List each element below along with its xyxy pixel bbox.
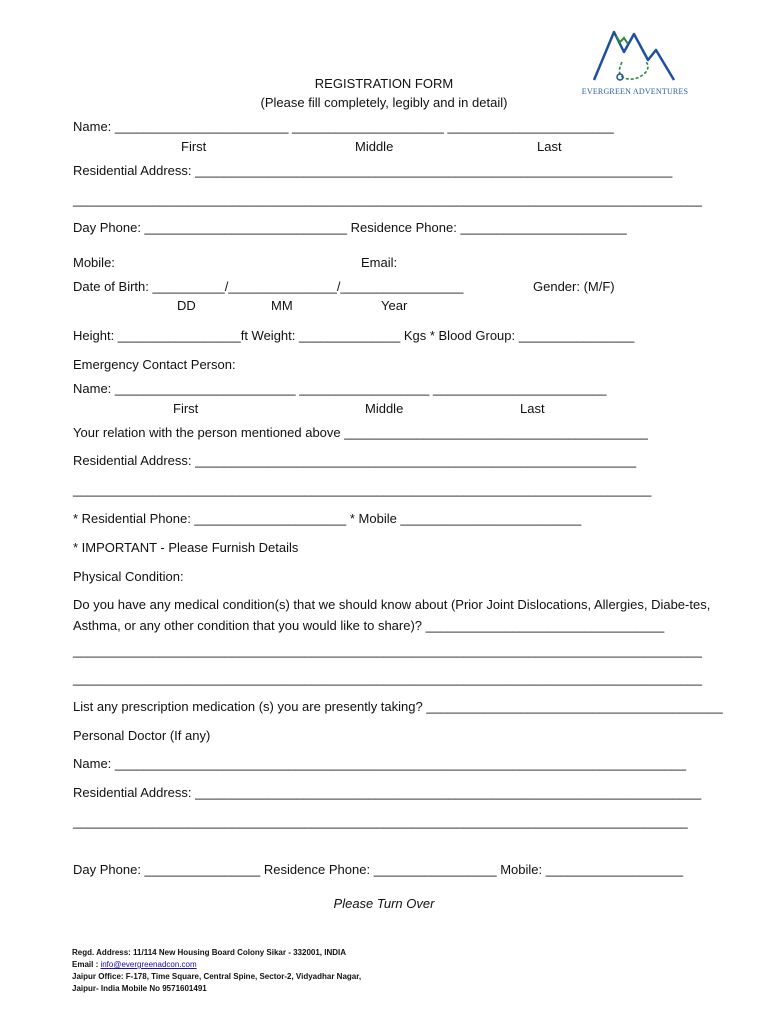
gender-label[interactable]: Gender: (M/F) xyxy=(533,279,615,294)
emergency-contact-label: Emergency Contact Person: xyxy=(73,357,236,372)
please-turn-over: Please Turn Over xyxy=(333,896,435,911)
footer-jaipur-mobile: Jaipur- India Mobile No 9571601491 xyxy=(72,984,207,993)
footer-email-label: Email : xyxy=(72,960,101,969)
emergency-first-label: First xyxy=(173,401,199,416)
important-label: * IMPORTANT - Please Furnish Details xyxy=(73,540,299,555)
doctor-phone-line[interactable]: Day Phone: ________________ Residence Phone: _________________ Mobile: ___________________ xyxy=(73,862,684,877)
medication-line[interactable]: List any prescription medication (s) you are presently taking? _________________________________________ xyxy=(73,699,723,714)
emergency-address-line-2[interactable]: ________________________________________________________________________________ xyxy=(73,482,652,497)
height-weight-blood-line[interactable]: Height: _________________ft Weight: ______________ Kgs * Blood Group: ________________ xyxy=(73,328,635,343)
residential-address-line-2[interactable]: _______________________________________________________________________________________ xyxy=(73,192,703,207)
residential-phone-line[interactable]: * Residential Phone: _____________________ * Mobile _________________________ xyxy=(73,511,582,526)
mm-label: MM xyxy=(271,298,293,313)
logo-name: EVERGREEN ADVENTURES xyxy=(581,87,689,96)
personal-doctor-label: Personal Doctor (If any) xyxy=(73,728,211,743)
emergency-middle-label: Middle xyxy=(365,401,404,416)
name-line[interactable]: Name: ________________________ _____________________ _______________________ xyxy=(73,119,614,134)
emergency-address-line[interactable]: Residential Address: _____________________________________________________________ xyxy=(73,453,637,468)
relation-line[interactable]: Your relation with the person mentioned above __________________________________________ xyxy=(73,425,648,440)
email-label[interactable]: Email: xyxy=(361,255,398,270)
medical-blank-line-1[interactable]: _______________________________________________________________________________________ xyxy=(73,643,703,658)
residential-address-line[interactable]: Residential Address: __________________________________________________________________ xyxy=(73,163,673,178)
medical-question-line-1: Do you have any medical condition(s) that we should know about (Prior Joint Dislocations, Allergies, Diabe-tes, xyxy=(73,597,711,612)
last-label: Last xyxy=(537,139,562,154)
mobile-label[interactable]: Mobile: xyxy=(73,255,115,270)
day-phone-line[interactable]: Day Phone: ____________________________ Residence Phone: _______________________ xyxy=(73,220,627,235)
footer-jaipur-office: Jaipur Office: F-178, Time Square, Central Spine, Sector-2, Vidyadhar Nagar, xyxy=(72,972,362,981)
footer-email-link[interactable]: info@evergreenadcon.com xyxy=(100,960,197,969)
first-label: First xyxy=(181,139,207,154)
footer-email-row xyxy=(72,959,197,971)
form-subtitle: (Please fill completely, legibly and in detail) xyxy=(260,95,508,110)
middle-label: Middle xyxy=(355,139,394,154)
dd-label: DD xyxy=(177,298,196,313)
year-label: Year xyxy=(381,298,408,313)
footer-registered-address: Regd. Address: 11/114 New Housing Board Colony Sikar - 332001, INDIA xyxy=(72,948,347,957)
doctor-address-line-2[interactable]: _____________________________________________________________________________________ xyxy=(73,814,688,829)
medical-blank-line-2[interactable]: _______________________________________________________________________________________ xyxy=(73,671,703,686)
emergency-last-label: Last xyxy=(520,401,545,416)
doctor-address-line[interactable]: Residential Address: ______________________________________________________________________ xyxy=(73,785,702,800)
emergency-name-line[interactable]: Name: _________________________ __________________ ________________________ xyxy=(73,381,607,396)
form-title: REGISTRATION FORM xyxy=(314,76,454,91)
doctor-name-line[interactable]: Name: _______________________________________________________________________________ xyxy=(73,756,687,771)
date-of-birth-line[interactable]: Date of Birth: __________/_______________/_________________ xyxy=(73,279,464,294)
physical-condition-label: Physical Condition: xyxy=(73,569,184,584)
medical-question-line-2[interactable]: Asthma, or any other condition that you would like to share)? _________________________________ xyxy=(73,618,665,633)
